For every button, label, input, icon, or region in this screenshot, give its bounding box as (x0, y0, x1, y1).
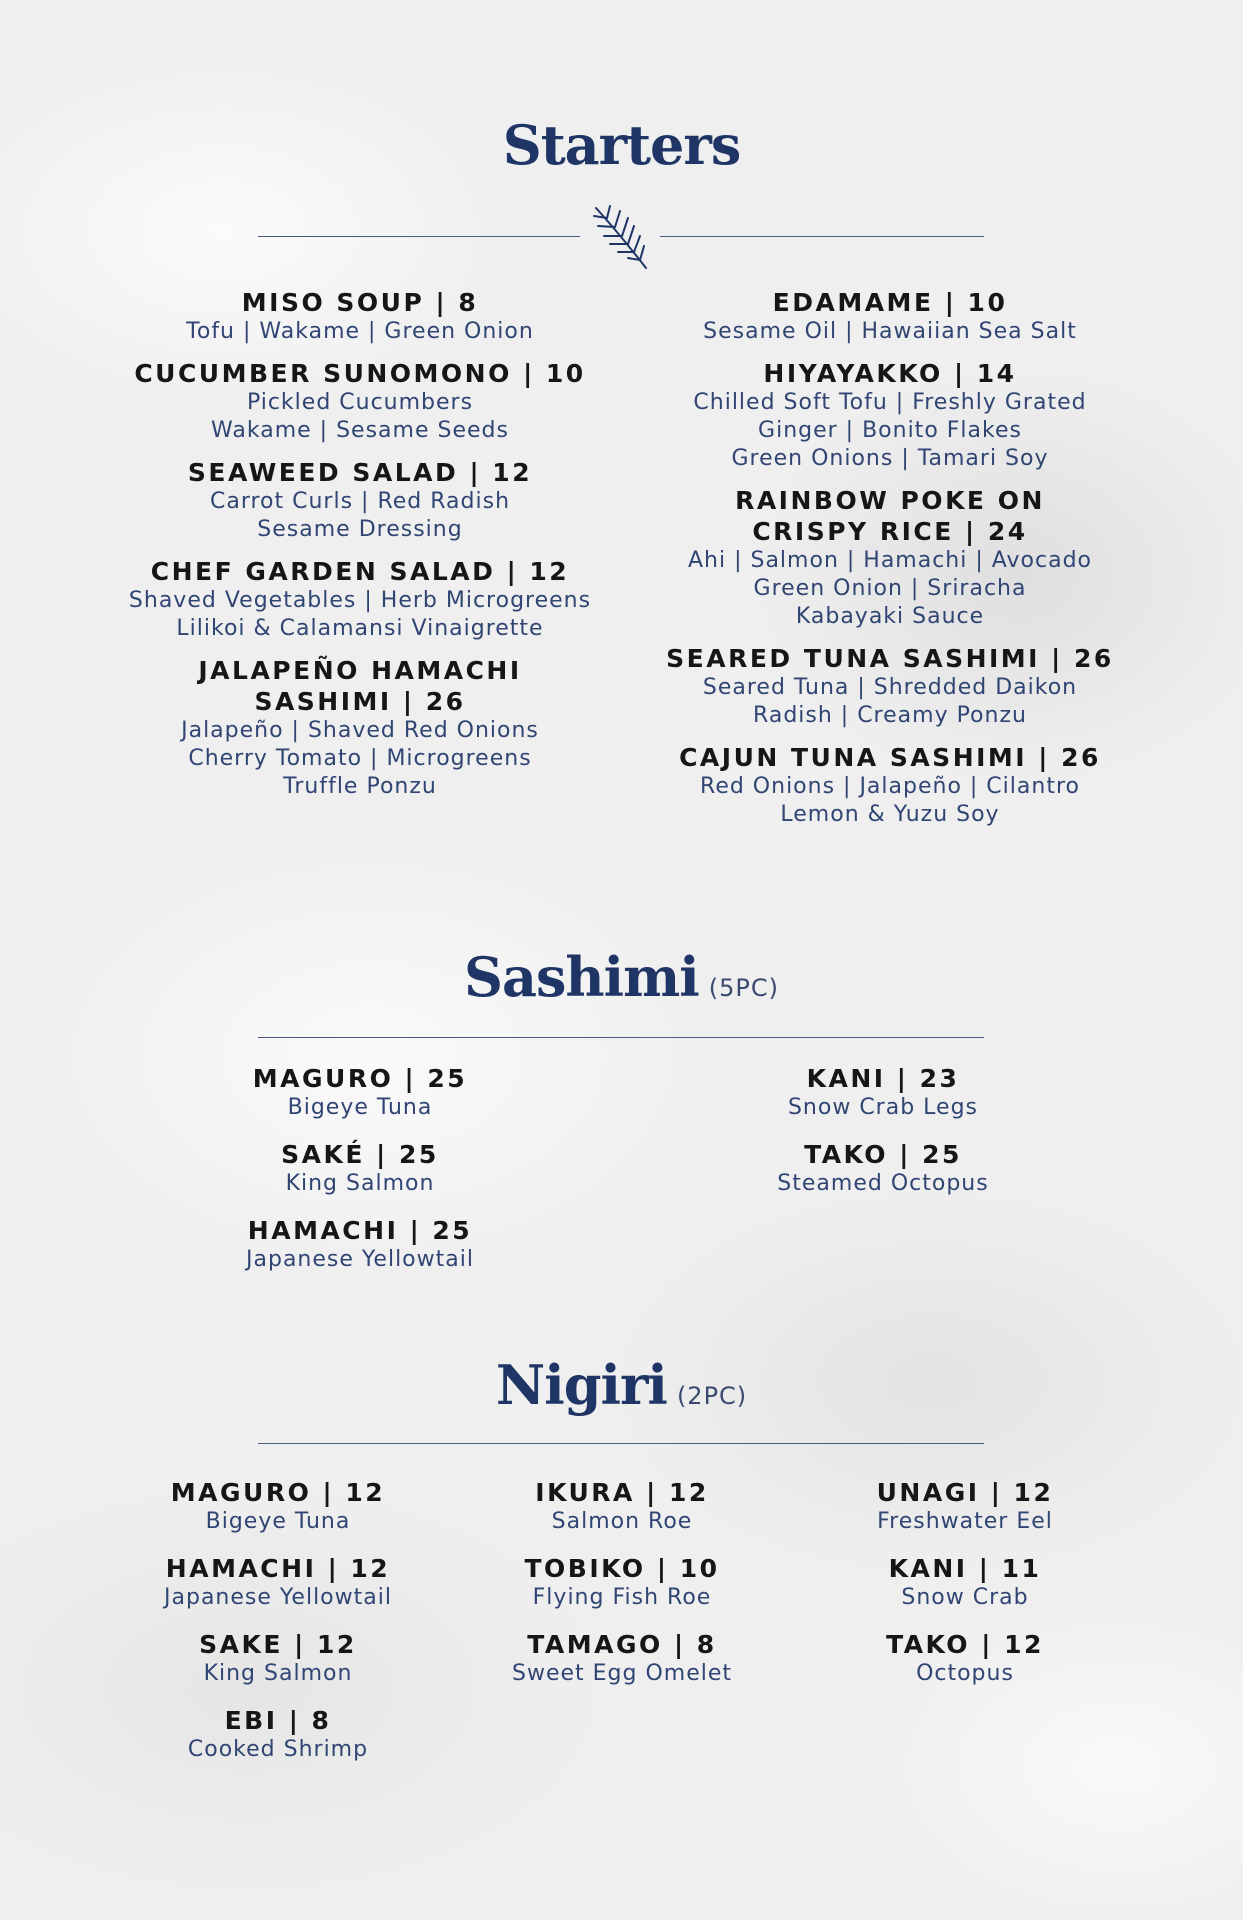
item-description: Sesame Oil | Hawaiian Sea Salt (703, 319, 1077, 344)
menu-item (80, 358, 640, 445)
menu-item (160, 1139, 560, 1198)
menu-item (80, 457, 640, 544)
sashimi-right-column (683, 1063, 1083, 1198)
menu-item (472, 1553, 772, 1612)
menu-item (815, 1477, 1115, 1536)
item-name: UNAGI | 12 (876, 1478, 1054, 1507)
menu-item (610, 643, 1170, 730)
item-description: Seared Tuna | Shredded Daikon (702, 675, 1078, 700)
menu-item (128, 1477, 428, 1536)
menu-item (472, 1477, 772, 1536)
item-description: Chilled Soft Tofu | Freshly Grated (693, 390, 1087, 415)
menu-item (472, 1629, 772, 1688)
item-description: Kabayaki Sauce (795, 604, 985, 629)
item-description: Steamed Octopus (777, 1171, 989, 1196)
item-description: Sesame Dressing (257, 517, 463, 542)
item-name: CUCUMBER SUNOMONO | 10 (134, 359, 586, 388)
nigiri-divider (258, 1443, 984, 1444)
item-description: Salmon Roe (551, 1509, 693, 1534)
item-name: SEAWEED SALAD | 12 (187, 458, 533, 487)
starters-title-text: Starters (502, 113, 741, 177)
item-description: Snow Crab (901, 1585, 1029, 1610)
item-description: Carrot Curls | Red Radish (209, 489, 511, 514)
nigiri-column-1 (128, 1477, 428, 1764)
item-description: Bigeye Tuna (205, 1509, 351, 1534)
sashimi-divider (258, 1037, 984, 1038)
item-name: TAKO | 12 (886, 1630, 1044, 1659)
item-name: RAINBOW POKE ON (735, 486, 1045, 515)
item-description: Freshwater Eel (877, 1509, 1053, 1534)
sashimi-title (0, 945, 1243, 1009)
item-description: Shaved Vegetables | Herb Microgreens (128, 588, 592, 613)
menu-item (128, 1629, 428, 1688)
item-description: Octopus (916, 1661, 1014, 1686)
item-description: King Salmon (285, 1171, 435, 1196)
nigiri-column-3 (815, 1477, 1115, 1688)
item-description: Pickled Cucumbers (246, 390, 474, 415)
menu-item (610, 358, 1170, 473)
item-name: HAMACHI | 12 (165, 1554, 391, 1583)
item-name: EBI | 8 (224, 1706, 332, 1735)
menu-item (160, 1063, 560, 1122)
item-name: CAJUN TUNA SASHIMI | 26 (679, 743, 1101, 772)
item-name: SAKE | 12 (199, 1630, 357, 1659)
item-description: Jalapeño | Shaved Red Onions (181, 718, 539, 743)
item-description: Green Onions | Tamari Soy (731, 446, 1049, 471)
starters-divider-right (660, 236, 984, 237)
starters-title (0, 113, 1243, 177)
menu-item (683, 1139, 1083, 1198)
item-name: CRISPY RICE | 24 (752, 517, 1028, 546)
sashimi-title-text: Sashimi (463, 945, 699, 1009)
item-description: Green Onion | Sriracha (753, 576, 1027, 601)
item-description: Japanese Yellowtail (164, 1585, 392, 1610)
menu-item (80, 287, 640, 346)
palm-leaf-icon (588, 202, 656, 272)
menu-item (610, 742, 1170, 829)
item-name: HIYAYAKKO | 14 (763, 359, 1017, 388)
item-name: SAKÉ | 25 (281, 1140, 439, 1169)
item-name: MAGURO | 25 (252, 1064, 468, 1093)
starters-left-column (80, 287, 640, 801)
item-description: Snow Crab Legs (787, 1095, 979, 1120)
item-name: IKURA | 12 (535, 1478, 709, 1507)
item-description: Wakame | Sesame Seeds (211, 418, 509, 443)
menu-item (815, 1629, 1115, 1688)
item-name: CHEF GARDEN SALAD | 12 (150, 557, 570, 586)
item-description: Cooked Shrimp (187, 1737, 369, 1762)
item-description: Red Onions | Jalapeño | Cilantro (700, 774, 1080, 799)
item-description: Lemon & Yuzu Soy (780, 802, 1000, 827)
nigiri-title (0, 1353, 1243, 1417)
item-description: Bigeye Tuna (287, 1095, 433, 1120)
item-description: Tofu | Wakame | Green Onion (186, 319, 534, 344)
nigiri-column-2 (472, 1477, 772, 1688)
sashimi-left-column (160, 1063, 560, 1274)
item-name: SEARED TUNA SASHIMI | 26 (666, 644, 1114, 673)
menu-item (128, 1705, 428, 1764)
item-name: TAMAGO | 8 (527, 1630, 717, 1659)
item-name: MAGURO | 12 (170, 1478, 386, 1507)
menu-item (610, 485, 1170, 631)
starters-right-column (610, 287, 1170, 829)
item-description: Cherry Tomato | Microgreens (188, 746, 532, 771)
menu-item (128, 1553, 428, 1612)
menu-item (815, 1553, 1115, 1612)
item-name: JALAPEÑO HAMACHI (198, 656, 522, 685)
item-description: Ginger | Bonito Flakes (758, 418, 1022, 443)
item-name: EDAMAME | 10 (772, 288, 1008, 317)
menu-item (160, 1215, 560, 1274)
item-name: SASHIMI | 26 (254, 687, 466, 716)
item-name: TOBIKO | 10 (524, 1554, 720, 1583)
item-description: King Salmon (203, 1661, 353, 1686)
item-description: Radish | Creamy Ponzu (753, 703, 1027, 728)
menu-item (80, 556, 640, 643)
item-name: HAMACHI | 25 (247, 1216, 473, 1245)
item-description: Flying Fish Roe (532, 1585, 712, 1610)
item-name: MISO SOUP | 8 (241, 288, 479, 317)
item-name: KANI | 11 (888, 1554, 1042, 1583)
item-description: Sweet Egg Omelet (511, 1661, 733, 1686)
item-description: Japanese Yellowtail (246, 1247, 474, 1272)
nigiri-title-text: Nigiri (495, 1353, 667, 1417)
item-description: Lilikoi & Calamansi Vinaigrette (176, 616, 544, 641)
menu-item (610, 287, 1170, 346)
sashimi-note: (5PC) (708, 974, 780, 1002)
item-description: Truffle Ponzu (283, 774, 437, 799)
menu-item (683, 1063, 1083, 1122)
starters-divider-left (258, 236, 580, 237)
menu-item (80, 655, 640, 801)
item-name: TAKO | 25 (804, 1140, 962, 1169)
item-name: KANI | 23 (806, 1064, 960, 1093)
item-description: Ahi | Salmon | Hamachi | Avocado (687, 548, 1093, 573)
nigiri-note: (2PC) (676, 1382, 748, 1410)
